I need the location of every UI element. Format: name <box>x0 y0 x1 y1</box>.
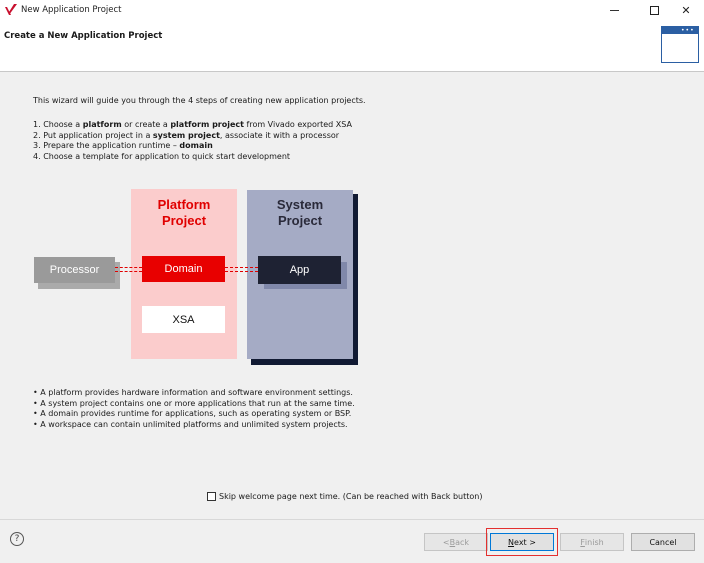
banner-icon-dots: ••• <box>681 27 695 34</box>
cancel-button[interactable]: Cancel <box>631 533 695 551</box>
step-item: 2. Put application project in a system project, associate it with a processor <box>33 130 340 140</box>
note-item: • A system project contains one or more applications that run at the same time. <box>33 398 355 408</box>
wizard-banner-icon <box>661 26 699 63</box>
note-item: • A domain provides runtime for applications, such as operating system or BSP. <box>33 409 352 418</box>
help-icon[interactable]: ? <box>10 532 24 546</box>
notes-list <box>33 388 355 430</box>
xsa-block: XSA <box>142 306 225 333</box>
step-item: 4. Choose a template for application to quick start development <box>33 151 291 161</box>
domain-block: Domain <box>142 256 225 282</box>
close-button[interactable] <box>668 0 704 20</box>
steps-list <box>33 120 352 162</box>
finish-button[interactable]: F inish <box>560 533 624 551</box>
wizard-header <box>0 20 704 72</box>
skip-welcome-checkbox[interactable] <box>207 492 216 501</box>
domain-app-connector <box>225 267 258 272</box>
platform-project-title: Platform Project <box>157 197 211 228</box>
note-item: • A platform provides hardware information and software environment settings. <box>33 388 353 397</box>
vitis-app-icon <box>5 4 17 15</box>
back-button[interactable]: < B ack <box>424 533 488 551</box>
maximize-button[interactable] <box>636 0 672 20</box>
processor-block: Processor <box>34 257 115 283</box>
title-bar <box>0 0 704 20</box>
wizard-content <box>0 73 704 519</box>
app-block: App <box>258 256 341 284</box>
note-item: • A workspace can contain unlimited platforms and unlimited system projects. <box>33 419 348 429</box>
intro-text: This wizard will guide you through the 4 steps of creating new application projects. <box>33 96 366 105</box>
button-bar <box>0 519 704 563</box>
processor-domain-connector <box>115 267 142 272</box>
close-icon: ✕ <box>681 3 691 17</box>
window-title: New Application Project <box>21 5 122 15</box>
page-title: Create a New Application Project <box>4 31 163 41</box>
step-item: 3. Prepare the application runtime – domain <box>33 141 213 150</box>
next-button[interactable]: N ext > <box>490 533 554 551</box>
maximize-icon <box>650 6 659 15</box>
minimize-button[interactable] <box>596 0 632 20</box>
minimize-icon <box>610 10 619 11</box>
skip-welcome-option[interactable] <box>207 492 482 501</box>
step-item: 1. Choose a platform or create a platform project from Vivado exported XSA <box>33 120 352 129</box>
skip-welcome-label: Skip welcome page next time. (Can be reached with Back button) <box>219 492 483 501</box>
system-project-title: System Project <box>276 197 324 228</box>
